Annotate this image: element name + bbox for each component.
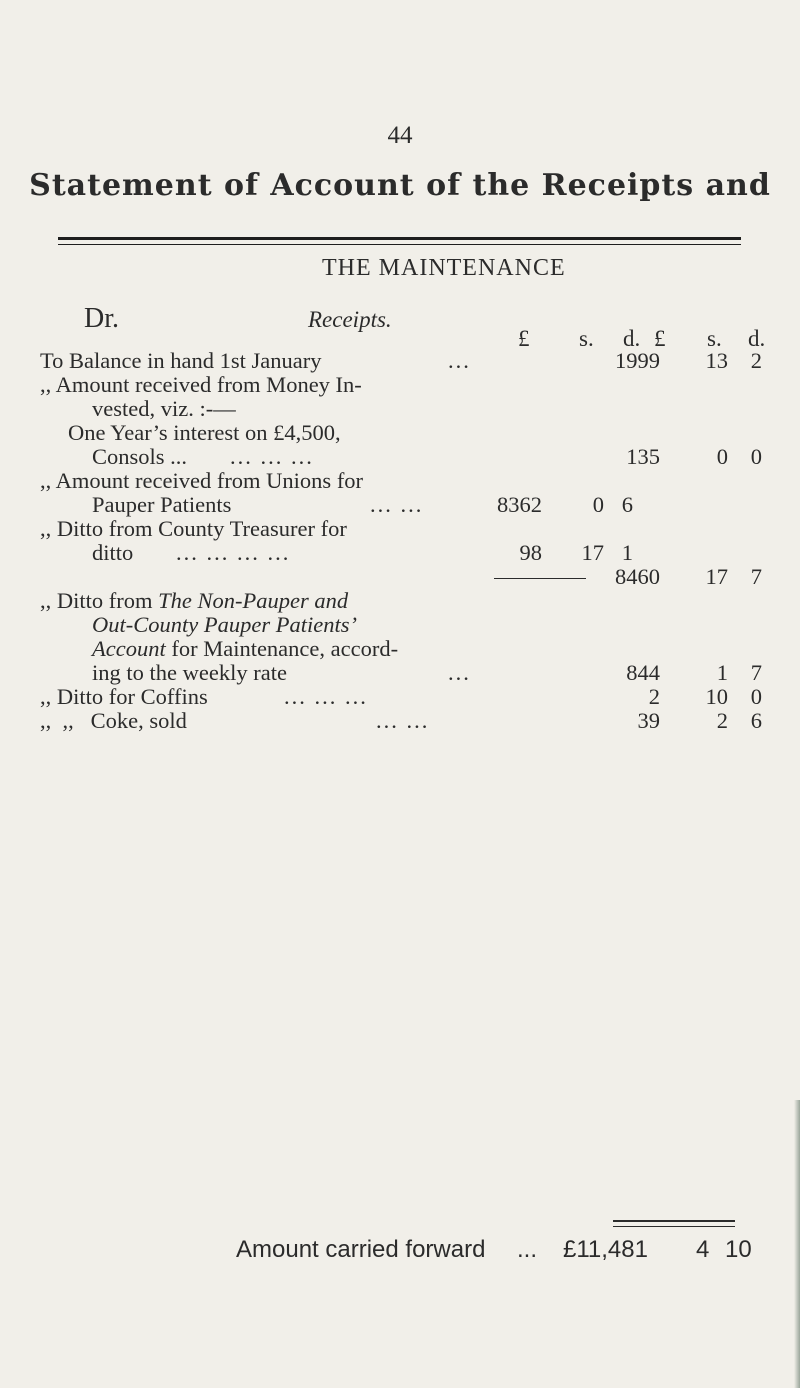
row-county-label-cont: ditto [92, 540, 134, 565]
page-heading: Statement of Account of the Receipts and [29, 168, 771, 203]
carried-forward-pounds: £11,481 [563, 1236, 648, 1263]
row-nonpauper-pence: 7 [750, 660, 762, 685]
heading-rule-thin [58, 244, 741, 245]
row-nonpauper-label [40, 588, 348, 614]
row-balance-shillings: 13 [705, 348, 728, 373]
subtotal-rule [494, 578, 586, 579]
row-nonpauper-pounds: 844 [626, 660, 660, 685]
row-unions-label-cont: Pauper Patients [92, 492, 232, 517]
row-nonpauper-label-cont [92, 612, 357, 638]
row-nonpauper-shillings: 1 [716, 660, 728, 685]
row-interest-dots: ... ... ... [230, 444, 314, 469]
row-county-pence: 1 [621, 540, 633, 565]
row-interest-label-cont: Consols ... [92, 444, 188, 469]
row-county-label: ,, Ditto from County Treasurer for [40, 516, 347, 541]
header-pounds-inner: £ [518, 326, 530, 351]
total-rule-thick [613, 1220, 735, 1222]
row-balance-label: To Balance in hand 1st January [40, 348, 322, 373]
total-rule-thin [613, 1226, 735, 1227]
row-county-dots: ... ... ... ... [176, 540, 291, 565]
row-interest-pence: 0 [750, 444, 762, 469]
row-coffins-pounds: 2 [648, 684, 660, 709]
row-nonpauper-italic-3: Account [92, 636, 166, 661]
row-county-pounds: 98 [519, 540, 542, 565]
row-nonpauper-italic: The Non-Pauper and [158, 588, 349, 613]
row-coke-pence: 6 [750, 708, 762, 733]
row-unions-dots: ... ... [370, 492, 424, 517]
page-edge-shadow [794, 1100, 800, 1388]
carried-forward-shillings: 4 [696, 1236, 710, 1263]
section-title: THE MAINTENANCE [322, 255, 566, 281]
header-shillings-inner: s. [579, 326, 594, 351]
carried-forward-dots: ... [517, 1236, 538, 1263]
row-money-invested-label: ,, Amount received from Money In- [40, 372, 362, 397]
row-balance-pounds: 1999 [615, 348, 660, 373]
row-nonpauper-rest: for Maintenance, accord- [165, 636, 399, 661]
row-county-shillings: 17 [581, 540, 604, 565]
row-coffins-label: ,, Ditto for Coffins [40, 684, 208, 709]
subtotal-pence: 7 [750, 564, 762, 589]
header-pence-outer: d. [748, 326, 766, 351]
header-pounds-outer: £ [654, 326, 666, 351]
carried-forward-pence: 10 [725, 1236, 752, 1263]
row-nonpauper-label-cont-2 [92, 636, 398, 662]
row-coke-shillings: 2 [716, 708, 728, 733]
row-interest-pounds: 135 [626, 444, 660, 469]
row-coffins-shillings: 10 [705, 684, 728, 709]
row-coffins-dots: ... ... ... [284, 684, 368, 709]
row-unions-label: ,, Amount received from Unions for [40, 468, 364, 493]
row-coke-pounds: 39 [637, 708, 660, 733]
row-coke-dots: ... ... [376, 708, 430, 733]
heading-rule-thick [58, 237, 741, 240]
row-nonpauper-italic-2: Out-County Pauper Patients’ [92, 612, 357, 637]
subtotal-pounds: 8460 [615, 564, 660, 589]
row-nonpauper-label-cont-3: ing to the weekly rate [92, 660, 287, 685]
row-unions-shillings: 0 [592, 492, 604, 517]
row-balance-dots: ... [448, 348, 471, 373]
row-interest-label: One Year’s interest on £4,500, [68, 420, 341, 445]
receipts-title: Receipts. [308, 307, 392, 332]
carried-forward-label: Amount carried forward [236, 1236, 486, 1263]
debit-label: Dr. [84, 303, 119, 334]
row-nonpauper-prefix: ,, Ditto from [40, 588, 159, 613]
row-money-invested-label-cont: vested, viz. :-— [92, 396, 236, 421]
row-coke-label: ,, ,, Coke, sold [40, 708, 187, 733]
page-number: 44 [387, 122, 413, 149]
row-coffins-pence: 0 [750, 684, 762, 709]
row-balance-pence: 2 [750, 348, 762, 373]
row-interest-shillings: 0 [716, 444, 728, 469]
header-shillings-outer: s. [707, 326, 722, 351]
row-unions-pounds: 8362 [497, 492, 542, 517]
row-unions-pence: 6 [621, 492, 633, 517]
row-nonpauper-dots: ... [448, 660, 471, 685]
header-pence-inner: d. [623, 326, 641, 351]
subtotal-shillings: 17 [705, 564, 728, 589]
